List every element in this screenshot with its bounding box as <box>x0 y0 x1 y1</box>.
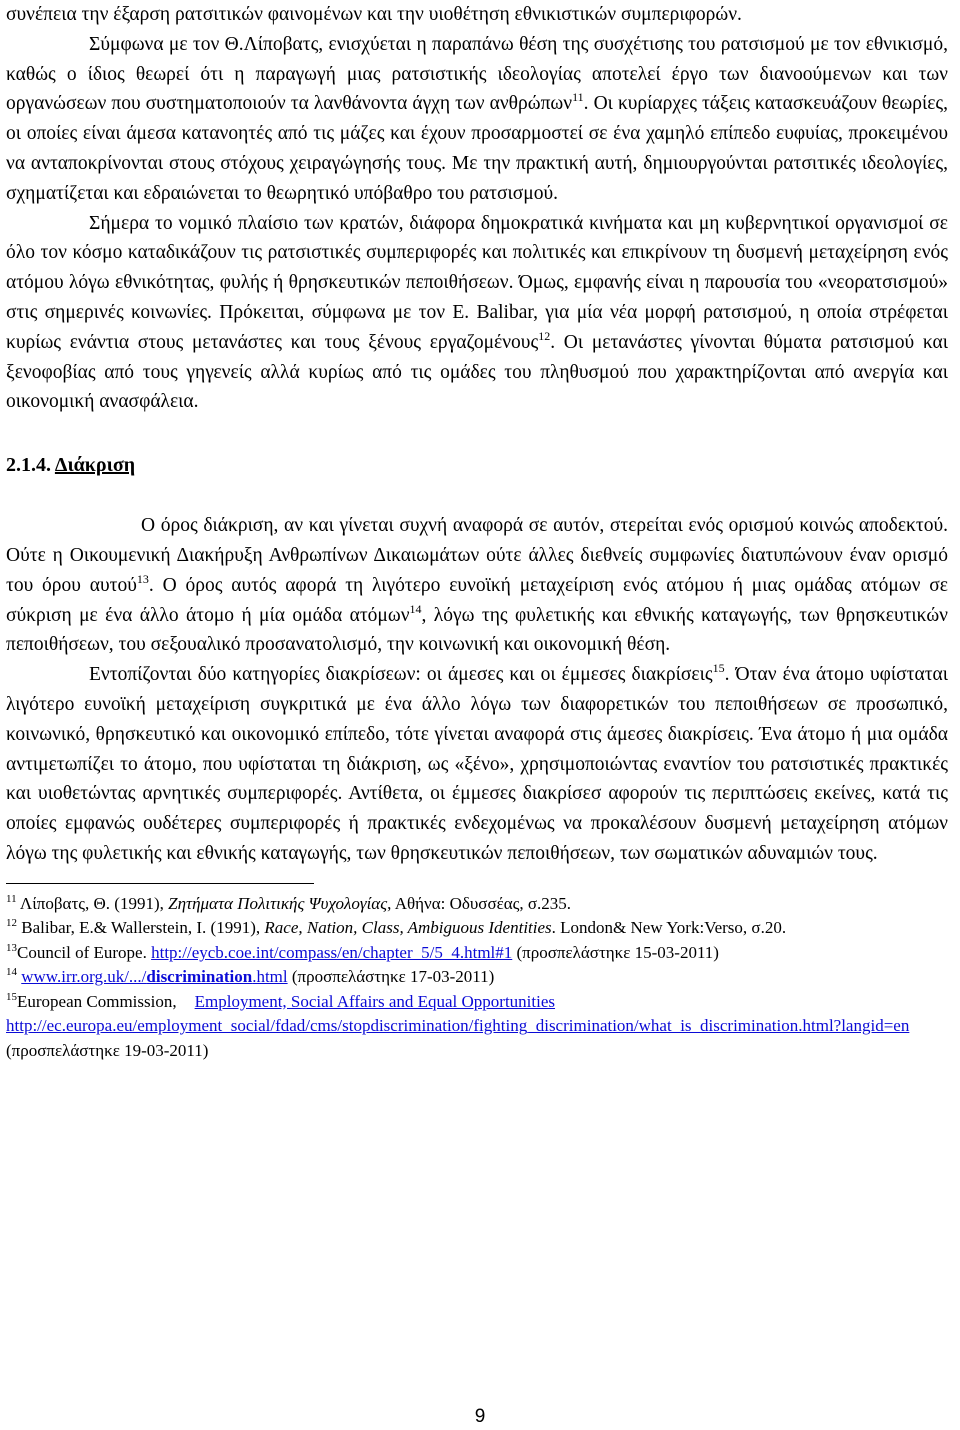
section-number: 2.1.4. <box>6 454 51 477</box>
footnote-title: Ζητήματα Πολιτικής Ψυχολογίας <box>168 893 388 913</box>
section-heading <box>6 451 948 479</box>
footnote-text: (προσπελάστηκε 19-03-2011) <box>6 1040 209 1060</box>
footnote-separator <box>6 883 314 884</box>
footnote-number: 11 <box>6 892 17 905</box>
paragraph-categories <box>6 660 948 869</box>
paragraph-text: . Οι κυρίαρχες τάξεις κατασκευάζουν θεωρίες, οι οποίες είναι άμεσα κατανοητές από τις μάζες και έχουν προσαρμοστεί σε ένα χαμηλό επίπεδο ευφυίας, προκειμένου να ανταποκρίνονται στους στόχους χειραγώγησής τους. Με την πρακτική αυτή, δημιουργούνται ρατσιτικές ιδεολογίες, σχηματίζεται και εδραιώνεται το θεωρητικό υπόβαθρο του ρατσισμού. <box>6 93 948 204</box>
footnote-ref-14[interactable]: 14 <box>409 601 422 616</box>
footnote-ref-13[interactable]: 13 <box>136 571 149 586</box>
page-number: 9 <box>474 1406 486 1427</box>
paragraph-text: . Ο όρος αυτός αφορά τη λιγότερο ευνοϊκή μεταχείριση ενός ατόμου ή μιας ομάδας ατόμων σε σύκριση με ένα άλλο άτομο ή μία ομάδα ατόμων <box>6 574 948 626</box>
footnote-number: 15 <box>6 990 17 1003</box>
footnote-11 <box>6 892 948 917</box>
section-title: Διάκριση <box>54 454 136 477</box>
link-part[interactable]: .html <box>252 967 288 987</box>
paragraph-text: , λόγω της φυλετικής και εθνικής καταγωγής, των θρησκευτικών πεποιθήσεων, του σεξουαλικό προσανατολισμό, την κοινωνική και οικονομική θέση. <box>6 604 948 656</box>
footnote-number: 14 <box>6 966 17 979</box>
paragraph-legal-framework <box>6 209 948 418</box>
footnote-text: European Commission, <box>17 991 177 1011</box>
footnote-number: 12 <box>6 917 17 930</box>
paragraph-definition <box>6 511 948 660</box>
link-part-bold[interactable]: discrimination <box>146 967 253 987</box>
paragraph-continued: συνέπεια την έξαρση ρατσιτικών φαινομένων και την υιοθέτηση εθνικιστικών συμπεριφορών. <box>6 4 742 25</box>
footnote-text: Balibar, E.& Wallerstein, I. (1991), <box>17 918 265 938</box>
footnote-link[interactable] <box>21 967 287 986</box>
paragraph-text: Σήμερα το νομικό πλαίσιο των κρατών, διάφορα δημοκρατικά κινήματα και μη κυβερνητικοί οργανισμοί σε όλο τον κόσμο καταδικάζουν τις ρατσιστικές συμπεριφορές και πολιτικές και επικρίνουν τη δυσμενή μεταχείρηση ενός ατόμου λόγω εθνικότητας, φυλής ή θρησκευτικών πεποιθήσεων. Όμως, εμφανής είναι η παρουσία του «νεορατσισμού» στις σημερινές κοινωνίες. Πρόκειται, σύμφωνα με τον E. Balibar, για μία νέα μορφή ρατσισμού, η οποία στρέφεται κυρίως ενάντια στους μετανάστες και τους ξένους εργαζομένους <box>6 212 948 353</box>
paragraph-text: Ο όρος διάκριση, αν και γίνεται συχνή αναφορά σε αυτόν, στερείται ενός ορισμού κοινώς αποδεκτού. Ούτε η Οικουμενική Διακήρυξη Ανθρωπίνων Δικαιωμάτων ούτε άλλες διεθνείς συμφωνίες διατυπώνουν έναν ορισμό του όρου αυτού <box>6 515 948 596</box>
footnote-ref-11[interactable]: 11 <box>572 90 584 105</box>
paragraph-text: . Όταν ένα άτομο υφίσταται λιγότερο ευνοϊκή μεταχείριση συγκριτικά με ένα άλλο λόγω των διαφορετικών του πεποιθήσεων σε προσωπικό, κοινωνικό, θρησκευτικό και οικονομικό επίπεδο, τότε γίνεται αναφορά στις άμεσες διακρίσεις. Ένα άτομο ή μια ομάδα αντιμετωπίζει το άτομο, που υφίσταται τη διάκριση, ως «ξένο», χρησιμοποιώντας εναντίον του ρατσιστικές πρακτικές και υιοθετώντας αρνητικές συμπεριφορές. Αντίθετα, οι έμμεσες διακρίσεσ αφορούν τις περιπτώσεις εκείνες, κατά τις οποίες εμφανώς ουδέτερες συμπεριφορές ή πρακτικές ενδεχομένως να προκαλέσουν δυσμενή μεταχείρηση ατόμων λόγω της φυλετικής και εθνικής καταγωγής, των θρησκευτικών πεποιθήσεων, των σωματικών αδυναμιών τους. <box>6 664 949 864</box>
footnote-number: 13 <box>6 941 17 954</box>
paragraph-text: Σύμφωνα με τον Θ.Λίποβατς, ενισχύεται η παραπάνω θέση της συσχέτισης του ρατσισμού με τον εθνικισμό, καθώς ο ίδιος θεωρεί ότι η παραγωγή μιας ρατσιστικής ιδεολογίας αποτελεί έργο των διανοούμενων και των οργανώσεων που συστηματοποιούν τα λανθάνοντα άγχη των ανθρώπων <box>6 33 948 115</box>
footnote-13 <box>6 941 948 966</box>
footnote-text: (προσπελάστηκε 17-03-2011) <box>287 967 495 987</box>
footnote-ref-15[interactable]: 15 <box>712 661 725 676</box>
footnote-text: (προσπελάστηκε 15-03-2011) <box>512 942 719 962</box>
paragraph-lipovats <box>6 30 948 209</box>
footnote-15 <box>6 990 948 1064</box>
footnote-14 <box>6 965 948 990</box>
footnote-12 <box>6 916 948 941</box>
footnote-text: Λίποβατς, Θ. (1991), <box>16 893 169 913</box>
paragraph-text: . Οι μετανάστες γίνονται θύματα ρατσισμού και ξενοφοβίας από τους γηγενείς αλλά κυρίως από τις ομάδες του πληθυσμού που χαρακτηρίζονται από ανεργία και οικονομική ανασφάλεια. <box>6 331 948 413</box>
footnote-title: Race, Nation, Class, Ambiguous Identities <box>264 918 552 938</box>
footnote-link-title[interactable]: Employment, Social Affairs and Equal Opportunities <box>194 991 556 1011</box>
footnote-link[interactable]: http://eycb.coe.int/compass/en/chapter_5/5_4.html#1 <box>151 942 513 962</box>
footnote-link-url[interactable]: http://ec.europa.eu/employment_social/fdad/cms/stopdiscrimination/fighting_discrimination/what_is_discrimination.html?langid=en <box>6 1016 910 1036</box>
footnote-ref-12[interactable]: 12 <box>538 328 551 343</box>
footnote-text: , Αθήνα: Οδυσσέας, σ.235. <box>387 893 572 913</box>
footnote-text: Council of Europe. <box>17 942 152 962</box>
link-part[interactable]: www.irr.org.uk/.../ <box>21 967 147 987</box>
paragraph-text: Εντοπίζονται δύο κατηγορίες διακρίσεων: οι άμεσες και οι έμμεσες διακρίσεις <box>89 664 713 686</box>
footnote-text: . London& New York:Verso, σ.20. <box>551 918 787 938</box>
document-page <box>6 0 948 1063</box>
